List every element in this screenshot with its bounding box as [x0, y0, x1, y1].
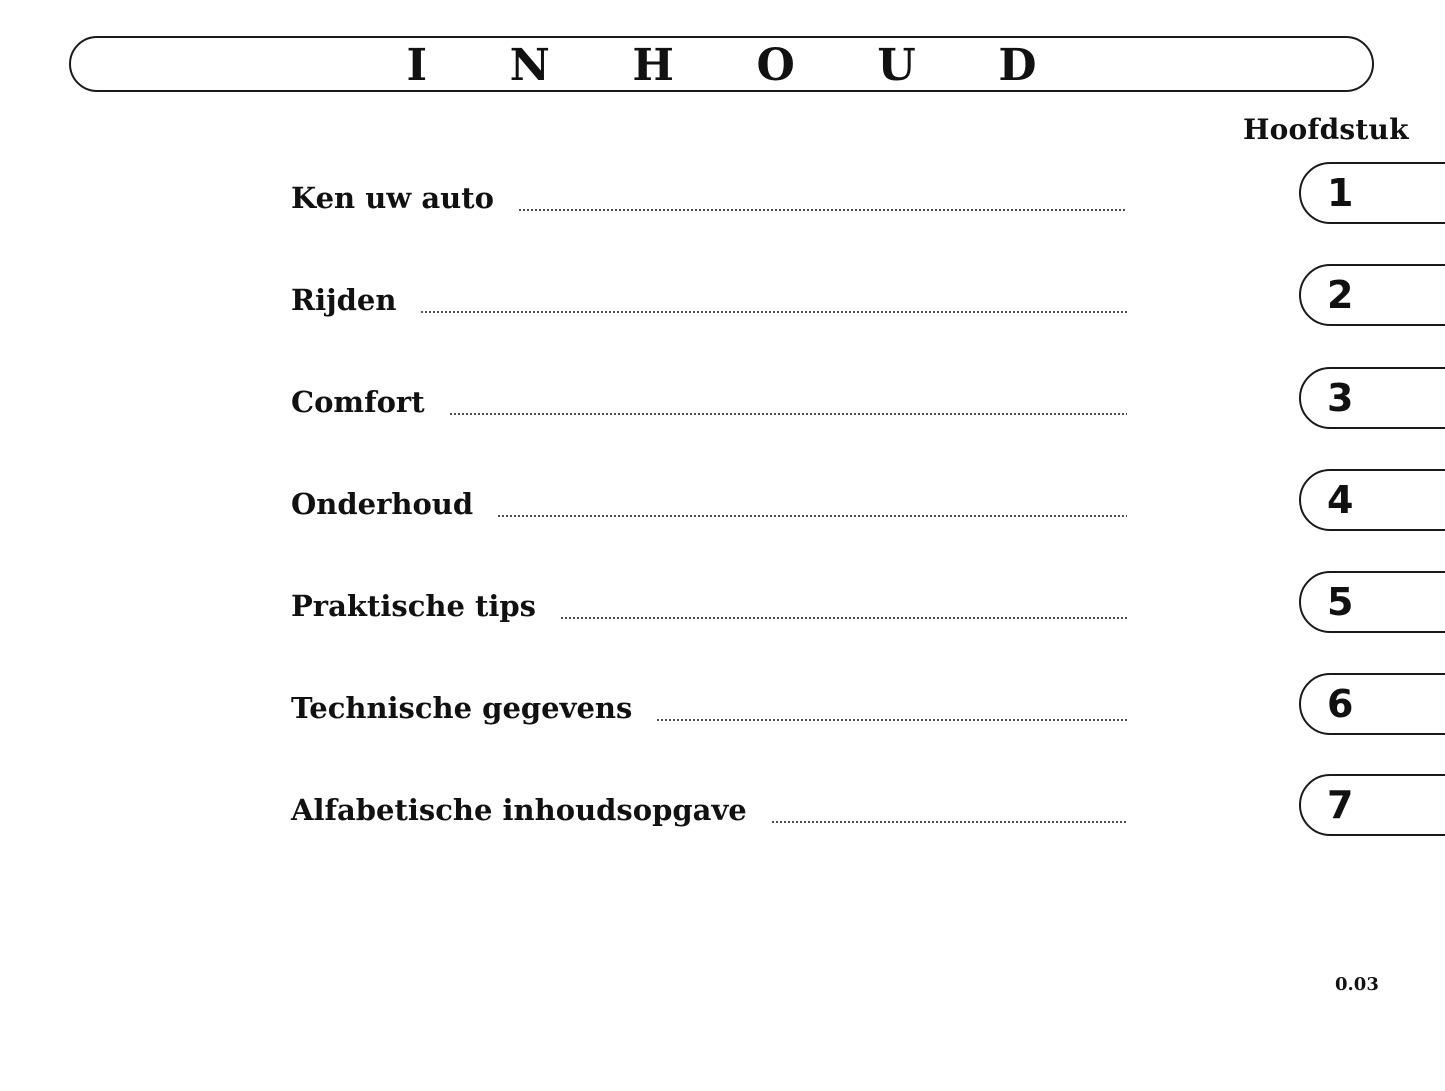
title-letter: D: [998, 40, 1037, 91]
toc-entry-rijden[interactable]: [291, 280, 1127, 320]
page-number: 0.03: [1335, 974, 1379, 995]
leader-dots: [497, 515, 1127, 517]
chapter-tab-2[interactable]: [1299, 264, 1445, 326]
chapter-number: 2: [1327, 273, 1354, 317]
chapter-tab-4[interactable]: [1299, 469, 1445, 531]
leader-dots: [420, 311, 1127, 313]
toc-entry-technische-gegevens[interactable]: [291, 688, 1127, 728]
toc-entry-label: Onderhoud: [291, 487, 474, 521]
chapter-number: 7: [1327, 783, 1354, 827]
chapter-number: 6: [1327, 682, 1354, 726]
toc-entry-comfort[interactable]: [291, 382, 1127, 422]
title-letter: N: [509, 40, 550, 91]
toc-entry-praktische-tips[interactable]: [291, 586, 1127, 626]
toc-entry-label: Rijden: [291, 283, 397, 317]
leader-dots: [771, 821, 1127, 823]
chapter-tab-3[interactable]: [1299, 367, 1445, 429]
chapter-tab-7[interactable]: [1299, 774, 1445, 836]
title-letter: I: [406, 40, 428, 91]
chapter-number: 3: [1327, 376, 1354, 420]
chapter-tab-5[interactable]: [1299, 571, 1445, 633]
toc-entry-label: Comfort: [291, 385, 425, 419]
chapter-tab-1[interactable]: [1299, 162, 1445, 224]
title-letter: U: [877, 40, 916, 91]
toc-entry-label: Ken uw auto: [291, 181, 494, 215]
chapter-column-header: Hoofdstuk: [1243, 113, 1409, 146]
toc-entry-label: Technische gegevens: [291, 691, 633, 725]
leader-dots: [518, 209, 1127, 211]
chapter-tab-6[interactable]: [1299, 673, 1445, 735]
toc-entry-label: Praktische tips: [291, 589, 537, 623]
leader-dots: [560, 617, 1127, 619]
chapter-number: 5: [1327, 580, 1354, 624]
title-letter: O: [756, 40, 795, 91]
toc-entry-label: Alfabetische inhoudsopgave: [291, 793, 747, 827]
chapter-number: 1: [1327, 171, 1354, 215]
leader-dots: [449, 413, 1127, 415]
chapter-number: 4: [1327, 478, 1354, 522]
toc-entry-alfabetische-inhoudsopgave[interactable]: [291, 790, 1127, 830]
title-letter: H: [632, 40, 674, 91]
toc-entry-onderhoud[interactable]: [291, 484, 1127, 524]
leader-dots: [656, 719, 1127, 721]
toc-entry-ken-uw-auto[interactable]: [291, 178, 1127, 218]
